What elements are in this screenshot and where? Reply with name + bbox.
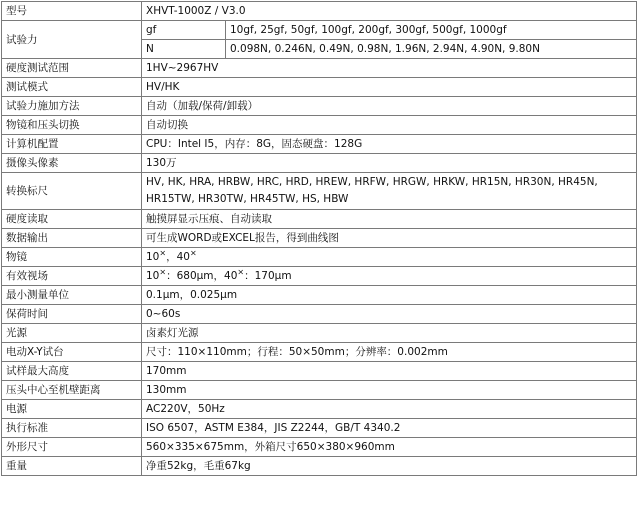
spec-value: 可生成WORD或EXCEL报告，得到曲线图: [142, 229, 637, 248]
spec-label: 硬度测试范围: [2, 59, 142, 78]
times-sup: ×: [189, 248, 197, 258]
spec-label: 试验力施加方法: [2, 97, 142, 116]
table-row: [2, 154, 637, 173]
spec-value: 1HV~2967HV: [142, 59, 637, 78]
spec-value: 130mm: [142, 381, 637, 400]
spec-label: 转换标尺: [2, 173, 142, 210]
times-sup: ×: [237, 267, 245, 277]
spec-label: 外形尺寸: [2, 438, 142, 457]
spec-unit: N: [142, 40, 226, 59]
spec-value: 170mm: [142, 362, 637, 381]
spec-label: 电动X-Y试台: [2, 343, 142, 362]
table-row: [2, 21, 637, 40]
table-row: [2, 2, 637, 21]
spec-value: XHVT-1000Z / V3.0: [142, 2, 637, 21]
table-row: [2, 305, 637, 324]
spec-value: 尺寸：110×110mm；行程：50×50mm；分辨率：0.002mm: [142, 343, 637, 362]
spec-value: [142, 248, 637, 267]
table-row: [2, 173, 637, 210]
spec-label: 光源: [2, 324, 142, 343]
spec-value: 0.1μm，0.025μm: [142, 286, 637, 305]
spec-value: [142, 267, 637, 286]
spec-value: CPU：Intel I5，内存：8G，固态硬盘：128G: [142, 135, 637, 154]
table-row: [2, 135, 637, 154]
table-row: [2, 116, 637, 135]
spec-value: 130万: [142, 154, 637, 173]
spec-value: 自动（加载/保荷/卸载）: [142, 97, 637, 116]
spec-label: 摄像头像素: [2, 154, 142, 173]
table-row: [2, 343, 637, 362]
spec-value: HV/HK: [142, 78, 637, 97]
table-row: [2, 438, 637, 457]
times-sup: ×: [159, 248, 167, 258]
table-row: [2, 97, 637, 116]
spec-table: [1, 1, 637, 476]
spec-label: 最小测量单位: [2, 286, 142, 305]
spec-value: AC220V，50Hz: [142, 400, 637, 419]
spec-value: 净重52kg，毛重67kg: [142, 457, 637, 476]
table-row: [2, 286, 637, 305]
spec-label: 试验力: [2, 21, 142, 59]
spec-label: 硬度读取: [2, 210, 142, 229]
spec-unit: gf: [142, 21, 226, 40]
spec-label: 压头中心至机壁距离: [2, 381, 142, 400]
spec-value: 自动切换: [142, 116, 637, 135]
mag-40: ，40: [166, 251, 190, 263]
spec-value: 0.098N, 0.246N, 0.49N, 0.98N, 1.96N, 2.94N, 4.90N, 9.80N: [226, 40, 637, 59]
spec-label: 物镜和压头切换: [2, 116, 142, 135]
table-row: [2, 78, 637, 97]
table-row: [2, 324, 637, 343]
field-40: ：680μm，40: [166, 270, 238, 282]
times-sup: ×: [159, 267, 167, 277]
spec-value: HV, HK, HRA, HRBW, HRC, HRD, HREW, HRFW, HRGW, HRKW, HR15N, HR30N, HR45N, HR15TW, HR30TW, HR45TW, HS, HBW: [142, 173, 637, 210]
spec-label: 数据输出: [2, 229, 142, 248]
table-row: [2, 59, 637, 78]
field-10: 10: [146, 270, 160, 282]
table-row: [2, 267, 637, 286]
spec-value: 卤素灯光源: [142, 324, 637, 343]
spec-value: 10gf, 25gf, 50gf, 100gf, 200gf, 300gf, 500gf, 1000gf: [226, 21, 637, 40]
mag-10: 10: [146, 251, 160, 263]
spec-label: 有效视场: [2, 267, 142, 286]
spec-label: 试样最大高度: [2, 362, 142, 381]
spec-label: 计算机配置: [2, 135, 142, 154]
field-40-value: ：170μm: [244, 270, 292, 282]
table-row: [2, 457, 637, 476]
table-row: [2, 362, 637, 381]
spec-label: 执行标准: [2, 419, 142, 438]
table-row: [2, 400, 637, 419]
spec-value: 触摸屏显示压痕、自动读取: [142, 210, 637, 229]
spec-label: 电源: [2, 400, 142, 419]
table-row: [2, 210, 637, 229]
spec-label: 测试模式: [2, 78, 142, 97]
spec-value: ISO 6507，ASTM E384，JIS Z2244，GB/T 4340.2: [142, 419, 637, 438]
table-row: [2, 381, 637, 400]
table-row: [2, 248, 637, 267]
spec-label: 保荷时间: [2, 305, 142, 324]
spec-label: 物镜: [2, 248, 142, 267]
spec-value: 0~60s: [142, 305, 637, 324]
spec-label: 重量: [2, 457, 142, 476]
spec-label: 型号: [2, 2, 142, 21]
table-row: [2, 229, 637, 248]
spec-value: 560×335×675mm，外箱尺寸650×380×960mm: [142, 438, 637, 457]
table-row: [2, 419, 637, 438]
